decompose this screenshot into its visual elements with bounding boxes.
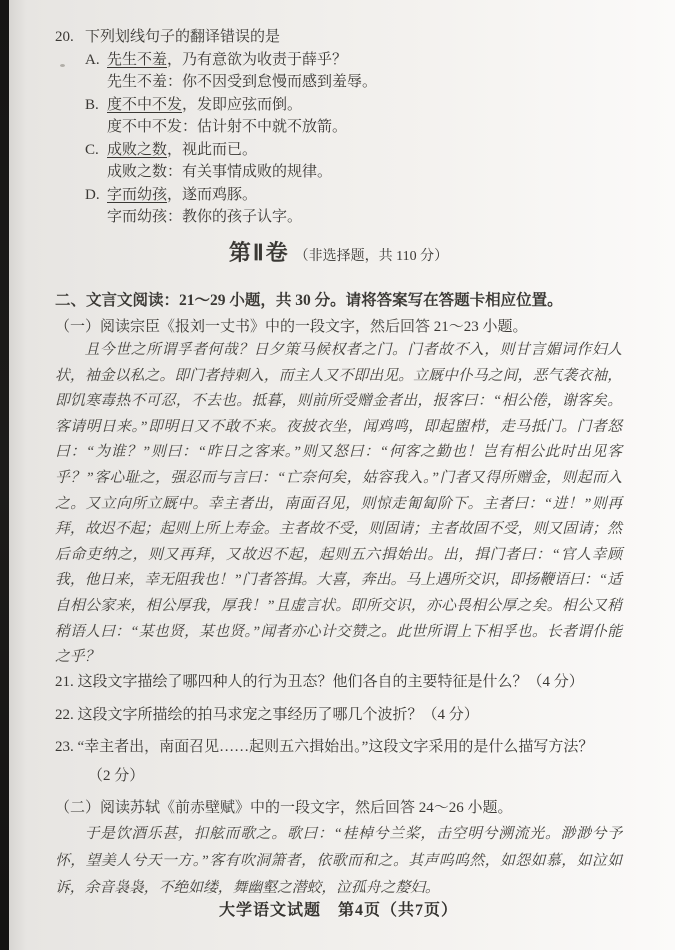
option-b-label: B. (85, 96, 99, 113)
option-d-explanation: 字而幼孩：教你的孩子认字。 (107, 209, 303, 225)
option-b-rest: ，发即应弦而倒。 (182, 96, 303, 113)
question-22: 22. 这段文字所描绘的拍马求宠之事经历了哪几个波折？（4 分） (55, 707, 479, 723)
option-a-line (55, 49, 622, 72)
question-20-number: 20. (55, 29, 74, 45)
option-c-label: C. (85, 141, 99, 158)
option-d-rest: ，遂而鸡豚。 (167, 186, 258, 203)
page-footer: 大学语文试题 第4页（共7页） (218, 902, 458, 919)
question-23-points: （2 分） (88, 768, 145, 784)
option-b-line (55, 94, 622, 117)
option-d-label: D. (85, 186, 100, 203)
page-content (55, 0, 622, 950)
scan-left-edge-shadow (0, 0, 9, 950)
reading2-passage: 于是饮酒乐甚，扣舷而歌之。歌曰：“桂棹兮兰桨，击空明兮溯流光。渺渺兮予怀，望美人兮天一方。”客有吹洞箫者，依歌而和之。其声呜呜然，如怨如慕，如泣如诉，余音袅袅，不绝如缕，舞幽壑之潜蛟，泣孤舟之嫠妇。 (55, 826, 622, 896)
option-b-underlined-phrase: 度不中不发 (107, 96, 183, 113)
option-c-explanation: 成败之数：有关事情成败的规律。 (107, 164, 333, 180)
part2-title-subtitle: （非选择题，共 110 分） (294, 249, 449, 264)
question-21: 21. 这段文字描绘了哪四种人的行为丑态？他们各自的主要特征是什么？（4 分） (55, 674, 584, 690)
part2-title-main: 第Ⅱ卷 (228, 240, 290, 265)
option-c-rest: ，视此而已。 (167, 141, 258, 158)
question-20-stem-text: 下列划线句子的翻译错误的是 (85, 29, 281, 45)
option-a-underlined-phrase: 先生不羞 (107, 51, 168, 68)
reading1-intro: （一）阅读宗臣《报刘一丈书》中的一段文字，然后回答 21～23 小题。 (55, 319, 528, 335)
part2-title (55, 236, 622, 267)
option-a-label: A. (85, 51, 100, 68)
question-23: 23. “幸主者出，南面召见……起则五六揖始出。”这段文字采用的是什么描写方法？ (55, 739, 594, 755)
reading2-intro: （二）阅读苏轼《前赤壁赋》中的一段文字，然后回答 24～26 小题。 (55, 800, 513, 816)
option-c-underlined-phrase: 成败之数 (107, 141, 168, 158)
question-20-block (55, 26, 622, 229)
section2-heading: 二、文言文阅读：21～29 小题，共 30 分。请将答案写在答题卡相应位置。 (55, 292, 563, 309)
option-c-line (55, 139, 622, 162)
option-b-explanation: 度不中不发：估计射不中就不放箭。 (107, 119, 348, 135)
option-a-explanation: 先生不羞：你不因受到怠慢而感到羞辱。 (107, 74, 378, 90)
option-d-line (55, 184, 622, 207)
option-a-rest: ，乃有意欲为收责于薛乎？ (167, 51, 348, 68)
option-d-underlined-phrase: 字而幼孩 (107, 186, 168, 203)
question-20-stem (55, 26, 622, 49)
reading1-passage: 且今世之所谓孚者何哉？日夕策马候权者之门。门者故不入，则甘言媚词作妇人状，袖金以私之。即门者持刺入，而主人又不即出见。立厩中仆马之间，恶气袭衣袖，即饥寒毒热不可忍，不去也。抵暮，则前所受赠金者出，报客曰：“相公倦，谢客矣。客请明日来。”即明日又不敢不来。夜披衣坐，闻鸡鸣，即起盥栉，走马抵门。门者怒曰：“为谁？”则曰：“昨日之客来。”则又怒曰：“何客之勤也！岂有相公此时出见客乎？”客心耻之，强忍而与言曰：“亡奈何矣，姑容我入。”门者又得所赠金，则起而入之。又立向所立厩中。幸主者出，南面召见，则惊走匍匐阶下。主者曰：“进！”则再拜，故迟不起；起则上所上寿金。主者故不受，则固请；主者故固不受，则又固请；然后命吏纳之，则又再拜，又故迟不起，起则五六揖始出。出，揖门者曰：“官人幸顾我，他日来，幸无阻我也！”门者答揖。大喜，奔出。马上遇所交识，即扬鞭语曰：“适自相公家来，相公厚我，厚我！”且虚言状。即所交识，亦心畏相公厚之矣。相公又稍稍语人曰：“某也贤，某也贤。”闻者亦心计交赞之。此世所谓上下相孚也。长者谓仆能之乎？ (55, 342, 622, 666)
